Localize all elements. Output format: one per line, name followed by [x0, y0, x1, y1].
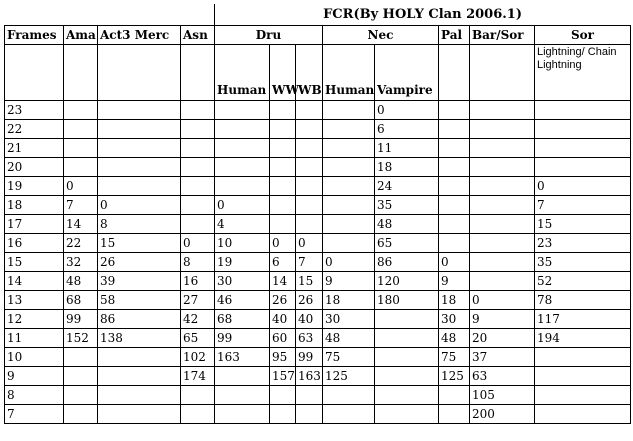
value-cell-wb [296, 386, 323, 405]
value-cell-wb: 99 [296, 348, 323, 367]
value-cell-nhuman [323, 101, 375, 120]
value-cell-ww: 0 [270, 234, 296, 253]
header-ama: Ama [64, 26, 98, 45]
title-row [5, 5, 631, 26]
header-asn: Asn [181, 26, 215, 45]
value-cell-ama: 48 [64, 272, 98, 291]
value-cell-nhuman [323, 196, 375, 215]
value-cell-vamp [375, 367, 439, 386]
value-cell-asn: 42 [181, 310, 215, 329]
table-row [5, 158, 631, 177]
value-cell-ww: 6 [270, 253, 296, 272]
subheader-empty [5, 45, 64, 101]
table-row [5, 386, 631, 405]
value-cell-barsor: 37 [470, 348, 535, 367]
value-cell-pal: 75 [439, 348, 470, 367]
value-cell-sor: 35 [535, 253, 631, 272]
value-cell-pal: 18 [439, 291, 470, 310]
value-cell-asn [181, 177, 215, 196]
frame-cell: 10 [5, 348, 64, 367]
frame-cell: 22 [5, 120, 64, 139]
value-cell-merc: 26 [98, 253, 181, 272]
value-cell-sor [535, 139, 631, 158]
value-cell-barsor [470, 177, 535, 196]
value-cell-asn [181, 139, 215, 158]
value-cell-pal: 125 [439, 367, 470, 386]
value-cell-barsor: 20 [470, 329, 535, 348]
subheader-empty [439, 45, 470, 101]
value-cell-pal [439, 158, 470, 177]
header-dru: Dru [215, 26, 323, 45]
value-cell-ww [270, 215, 296, 234]
value-cell-pal [439, 196, 470, 215]
value-cell-sor: 117 [535, 310, 631, 329]
subheader-empty [64, 45, 98, 101]
value-cell-nhuman: 125 [323, 367, 375, 386]
value-cell-asn: 65 [181, 329, 215, 348]
value-cell-sor [535, 120, 631, 139]
table-row [5, 348, 631, 367]
value-cell-barsor: 9 [470, 310, 535, 329]
header-sor: Sor [535, 26, 631, 45]
value-cell-wb: 26 [296, 291, 323, 310]
table-row [5, 139, 631, 158]
value-cell-vamp: 0 [375, 101, 439, 120]
value-cell-asn: 27 [181, 291, 215, 310]
value-cell-dhuman [215, 139, 270, 158]
frame-cell: 7 [5, 405, 64, 424]
value-cell-barsor [470, 272, 535, 291]
value-cell-vamp [375, 386, 439, 405]
value-cell-asn: 174 [181, 367, 215, 386]
frame-cell: 9 [5, 367, 64, 386]
value-cell-nhuman: 0 [323, 253, 375, 272]
table-row [5, 177, 631, 196]
value-cell-sor [535, 386, 631, 405]
value-cell-ama: 152 [64, 329, 98, 348]
value-cell-pal [439, 215, 470, 234]
value-cell-ww [270, 177, 296, 196]
frame-cell: 17 [5, 215, 64, 234]
value-cell-ama: 68 [64, 291, 98, 310]
value-cell-sor: 23 [535, 234, 631, 253]
value-cell-dhuman [215, 101, 270, 120]
value-cell-sor [535, 101, 631, 120]
value-cell-sor [535, 367, 631, 386]
value-cell-asn: 8 [181, 253, 215, 272]
value-cell-ww [270, 386, 296, 405]
value-cell-barsor: 0 [470, 291, 535, 310]
value-cell-wb [296, 196, 323, 215]
value-cell-ama: 14 [64, 215, 98, 234]
value-cell-vamp: 35 [375, 196, 439, 215]
value-cell-merc: 39 [98, 272, 181, 291]
header-frames: Frames [5, 26, 64, 45]
table-title: FCR(By HOLY Clan 2006.1) [215, 5, 631, 26]
value-cell-nhuman [323, 215, 375, 234]
value-cell-pal: 0 [439, 253, 470, 272]
value-cell-nhuman: 9 [323, 272, 375, 291]
value-cell-asn [181, 158, 215, 177]
value-cell-dhuman: 163 [215, 348, 270, 367]
value-cell-merc [98, 158, 181, 177]
value-cell-vamp [375, 310, 439, 329]
value-cell-merc [98, 177, 181, 196]
value-cell-ama [64, 405, 98, 424]
subheader-nec-human: Human [323, 45, 375, 101]
value-cell-dhuman [215, 177, 270, 196]
value-cell-asn: 16 [181, 272, 215, 291]
value-cell-merc: 15 [98, 234, 181, 253]
value-cell-merc [98, 139, 181, 158]
value-cell-wb: 7 [296, 253, 323, 272]
table-row [5, 101, 631, 120]
value-cell-wb: 40 [296, 310, 323, 329]
value-cell-nhuman [323, 120, 375, 139]
table-row [5, 367, 631, 386]
value-cell-barsor [470, 215, 535, 234]
value-cell-dhuman: 10 [215, 234, 270, 253]
value-cell-pal [439, 101, 470, 120]
value-cell-dhuman: 68 [215, 310, 270, 329]
frame-cell: 12 [5, 310, 64, 329]
subheader-dru-wb: WB [296, 45, 323, 101]
value-cell-merc: 86 [98, 310, 181, 329]
value-cell-wb: 63 [296, 329, 323, 348]
value-cell-nhuman: 75 [323, 348, 375, 367]
value-cell-merc [98, 386, 181, 405]
table-row [5, 329, 631, 348]
value-cell-nhuman [323, 405, 375, 424]
table-row [5, 291, 631, 310]
value-cell-sor [535, 348, 631, 367]
value-cell-ama: 7 [64, 196, 98, 215]
table-row [5, 272, 631, 291]
value-cell-ww [270, 405, 296, 424]
value-cell-barsor [470, 196, 535, 215]
value-cell-wb [296, 101, 323, 120]
subheader-empty [470, 45, 535, 101]
header-merc: Act3 Merc [98, 26, 181, 45]
subheader-nec-vampire: Vampire [375, 45, 439, 101]
value-cell-sor: 52 [535, 272, 631, 291]
value-cell-pal [439, 405, 470, 424]
frame-cell: 18 [5, 196, 64, 215]
value-cell-barsor [470, 120, 535, 139]
value-cell-vamp [375, 348, 439, 367]
value-cell-vamp [375, 405, 439, 424]
value-cell-barsor: 200 [470, 405, 535, 424]
value-cell-wb [296, 139, 323, 158]
value-cell-pal [439, 139, 470, 158]
value-cell-asn [181, 215, 215, 234]
value-cell-nhuman [323, 386, 375, 405]
value-cell-dhuman: 46 [215, 291, 270, 310]
value-cell-nhuman [323, 139, 375, 158]
value-cell-dhuman: 30 [215, 272, 270, 291]
value-cell-wb [296, 158, 323, 177]
value-cell-vamp: 86 [375, 253, 439, 272]
value-cell-ama [64, 367, 98, 386]
value-cell-vamp: 11 [375, 139, 439, 158]
value-cell-asn: 102 [181, 348, 215, 367]
value-cell-dhuman: 0 [215, 196, 270, 215]
frame-cell: 19 [5, 177, 64, 196]
value-cell-vamp: 120 [375, 272, 439, 291]
value-cell-dhuman: 4 [215, 215, 270, 234]
value-cell-sor: 194 [535, 329, 631, 348]
title-spacer [5, 5, 215, 26]
value-cell-nhuman: 18 [323, 291, 375, 310]
frame-cell: 21 [5, 139, 64, 158]
value-cell-asn [181, 101, 215, 120]
table-row [5, 253, 631, 272]
value-cell-vamp: 180 [375, 291, 439, 310]
value-cell-dhuman [215, 367, 270, 386]
value-cell-merc [98, 348, 181, 367]
frame-cell: 23 [5, 101, 64, 120]
value-cell-dhuman: 19 [215, 253, 270, 272]
table-row [5, 310, 631, 329]
value-cell-ww: 14 [270, 272, 296, 291]
value-cell-ww: 60 [270, 329, 296, 348]
header-row [5, 26, 631, 45]
value-cell-ww [270, 101, 296, 120]
fcr-table [4, 4, 631, 424]
value-cell-ama: 99 [64, 310, 98, 329]
value-cell-barsor [470, 253, 535, 272]
value-cell-ww: 95 [270, 348, 296, 367]
value-cell-ama [64, 120, 98, 139]
value-cell-merc [98, 101, 181, 120]
value-cell-dhuman [215, 405, 270, 424]
value-cell-wb [296, 120, 323, 139]
value-cell-ama: 0 [64, 177, 98, 196]
value-cell-ama [64, 348, 98, 367]
frame-cell: 11 [5, 329, 64, 348]
value-cell-ww [270, 139, 296, 158]
value-cell-pal [439, 234, 470, 253]
value-cell-vamp: 6 [375, 120, 439, 139]
header-pal: Pal [439, 26, 470, 45]
value-cell-dhuman: 99 [215, 329, 270, 348]
value-cell-vamp [375, 329, 439, 348]
value-cell-asn [181, 196, 215, 215]
frame-cell: 14 [5, 272, 64, 291]
value-cell-merc: 138 [98, 329, 181, 348]
value-cell-wb [296, 177, 323, 196]
value-cell-nhuman [323, 177, 375, 196]
subheader-sor-lightning: Lightning/ Chain Lightning [535, 45, 631, 101]
value-cell-ama [64, 386, 98, 405]
frame-cell: 13 [5, 291, 64, 310]
value-cell-pal [439, 120, 470, 139]
value-cell-asn: 0 [181, 234, 215, 253]
value-cell-ama: 32 [64, 253, 98, 272]
value-cell-barsor [470, 158, 535, 177]
value-cell-nhuman [323, 158, 375, 177]
value-cell-barsor [470, 139, 535, 158]
value-cell-sor: 78 [535, 291, 631, 310]
value-cell-barsor [470, 234, 535, 253]
value-cell-wb: 163 [296, 367, 323, 386]
value-cell-ama [64, 139, 98, 158]
value-cell-barsor: 105 [470, 386, 535, 405]
value-cell-vamp: 48 [375, 215, 439, 234]
value-cell-ama: 22 [64, 234, 98, 253]
value-cell-asn [181, 120, 215, 139]
value-cell-sor [535, 158, 631, 177]
value-cell-merc: 58 [98, 291, 181, 310]
table-row [5, 234, 631, 253]
subheader-dru-ww: WW [270, 45, 296, 101]
value-cell-ama [64, 158, 98, 177]
value-cell-vamp: 24 [375, 177, 439, 196]
value-cell-dhuman [215, 158, 270, 177]
header-barsor: Bar/Sor [470, 26, 535, 45]
value-cell-barsor [470, 101, 535, 120]
subheader-dru-human: Human [215, 45, 270, 101]
subheader-empty [98, 45, 181, 101]
value-cell-pal [439, 386, 470, 405]
value-cell-sor: 0 [535, 177, 631, 196]
value-cell-sor: 15 [535, 215, 631, 234]
value-cell-ww: 157 [270, 367, 296, 386]
table-row [5, 120, 631, 139]
value-cell-wb [296, 405, 323, 424]
subheader-row [5, 45, 631, 101]
value-cell-sor [535, 405, 631, 424]
value-cell-asn [181, 405, 215, 424]
value-cell-merc: 0 [98, 196, 181, 215]
table-row [5, 215, 631, 234]
value-cell-wb: 0 [296, 234, 323, 253]
frame-cell: 15 [5, 253, 64, 272]
subheader-empty [181, 45, 215, 101]
frame-cell: 8 [5, 386, 64, 405]
value-cell-ww [270, 196, 296, 215]
frame-cell: 16 [5, 234, 64, 253]
value-cell-dhuman [215, 120, 270, 139]
value-cell-merc: 8 [98, 215, 181, 234]
value-cell-merc [98, 367, 181, 386]
value-cell-merc [98, 120, 181, 139]
value-cell-ww: 26 [270, 291, 296, 310]
value-cell-ww [270, 158, 296, 177]
value-cell-ww [270, 120, 296, 139]
table-row [5, 405, 631, 424]
value-cell-pal [439, 177, 470, 196]
frame-cell: 20 [5, 158, 64, 177]
table-row [5, 196, 631, 215]
value-cell-pal: 48 [439, 329, 470, 348]
value-cell-nhuman: 48 [323, 329, 375, 348]
value-cell-vamp: 18 [375, 158, 439, 177]
value-cell-pal: 9 [439, 272, 470, 291]
value-cell-wb: 15 [296, 272, 323, 291]
header-nec: Nec [323, 26, 439, 45]
value-cell-barsor: 63 [470, 367, 535, 386]
value-cell-sor: 7 [535, 196, 631, 215]
value-cell-pal: 30 [439, 310, 470, 329]
value-cell-ama [64, 101, 98, 120]
value-cell-vamp: 65 [375, 234, 439, 253]
value-cell-wb [296, 215, 323, 234]
value-cell-asn [181, 386, 215, 405]
value-cell-dhuman [215, 386, 270, 405]
value-cell-merc [98, 405, 181, 424]
value-cell-nhuman: 30 [323, 310, 375, 329]
value-cell-ww: 40 [270, 310, 296, 329]
value-cell-nhuman [323, 234, 375, 253]
